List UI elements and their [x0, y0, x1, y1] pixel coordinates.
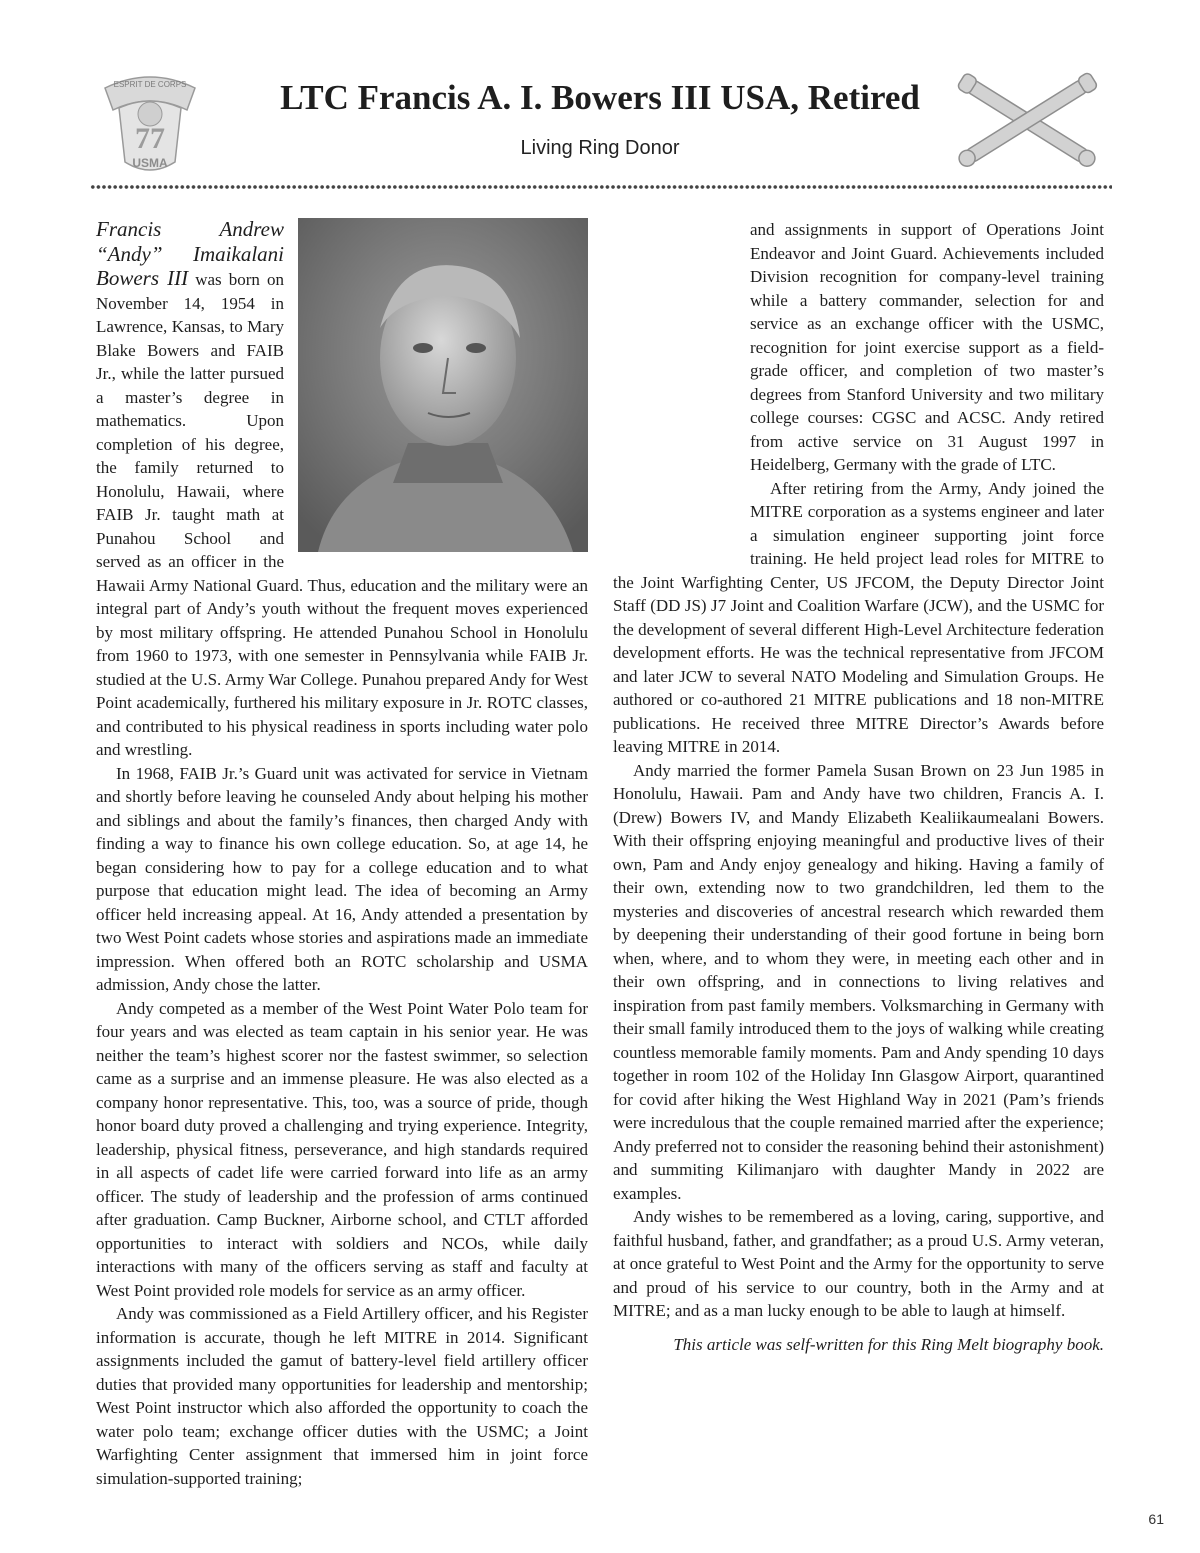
paragraph: After retiring from the Army, Andy joined the MITRE corporation as a systems engineer and later a simulation engineer supporting joint force training. He held project lead roles for MITRE to the Joint Warfighting Center, US JFCOM, the Deputy Director Joint Staff (DD JS) J7 Joint and Coalition Warfare (JCW), and the USMC for the development of several different High-Level Architecture federation development efforts. He was the technical representative from JFCOM and later JCW to several NATO Modeling and Simulation Groups. He authored or co-authored 21 MITRE publications and 18 non-MITRE publications. He received three MITRE Director’s Awards before leaving MITRE in 2014. [613, 478, 1104, 756]
class-crest-icon [95, 70, 205, 180]
crest-usma: USMA [132, 156, 168, 170]
paragraph: was born on November 14, 1954 in Lawrence, Kansas, to Mary Blake Bowers and FAIB Jr., while the latter pursued a master’s degree in mathematics. Upon completion of his degree, the family returned to Honolulu, Hawaii, where FAIB Jr. taught math at Punahou School and served as an officer in the Hawaii Army National Guard. Thus, education and the military were an integral part of Andy’s youth without the frequent moves experienced by most military offspring. He attended Punahou School in Honolulu from 1960 to 1973, with one semester in Pennsylvania while FAIB Jr. studied at the U.S. Army War College. Punahou prepared Andy for West Point academically, furthered his military exposure in Jr. ROTC classes, and contributed to his physical readiness in sports including water polo and wrestling. [96, 270, 588, 759]
page-title: LTC Francis A. I. Bowers III USA, Retired [280, 78, 920, 117]
lead-name: Francis Andrew “Andy” Imaikalani Bowers III [96, 217, 284, 290]
crest-motto: ESPRIT DE CORPS [113, 80, 187, 89]
article-right-column [613, 218, 1104, 1356]
photo-wrap-space [613, 218, 750, 562]
page-subtitle: Living Ring Donor [520, 137, 680, 159]
page-number: 61 [1148, 1511, 1164, 1527]
dotted-divider [90, 184, 1112, 190]
crest-year: 77 [135, 122, 165, 155]
crossed-cannons-icon [945, 72, 1110, 172]
paragraph: Andy competed as a member of the West Point Water Polo team for four years and was elected as team captain in his senior year. He was neither the team’s highest scorer nor the fastest swimmer, so selection came as a surprise and an immense pleasure. He was also elected as a company honor representative. This, too, was a source of pride, though honor board duty proved a challenging and trying experience. Integrity, leadership, physical fitness, perseverance, and high standards required in all aspects of cadet life were carried forward into life as an army officer. The study of leadership and the profession of arms continued after graduation. Camp Buckner, Airborne school, and CTLT afforded opportunities to interact with soldiers and NCOs, while daily interactions with many of the officers serving as staff and faculty at West Point provided role models for service as an army officer. [96, 998, 588, 1300]
paragraph: Andy wishes to be remembered as a loving, caring, supportive, and faithful husband, father, and grandfather; as a proud U.S. Army veteran, at once grateful to West Point and the Army for the opportunity to serve and proud of his service to our country, both in the Army and at MITRE; and as a man lucky enough to be able to laugh at himself. [613, 1207, 1104, 1320]
paragraph: Andy was commissioned as a Field Artillery officer, and his Register information is accurate, though he left MITRE in 2014. Significant assignments included the gamut of battery-level field artillery officer duties that provided many opportunities for leadership and mentorship; West Point instructor which also afforded the opportunity to coach the water polo team; exchange officer duties with the USMC; a Joint Warfighting Center assignment that immersed him in joint force simulation-supported training; [96, 1304, 588, 1488]
article-left-column [96, 218, 588, 1490]
portrait-photo [298, 218, 588, 552]
paragraph: and assignments in support of Operations Joint Endeavor and Joint Guard. Achievements included Division recognition for company-level training while a battery commander, selection for and service as an exchange officer with the USMC, recognition for joint exercise support as a field-grade officer, and completion of two master’s degrees from Stanford University and two military college courses: CGSC and ACSC. Andy retired from active service on 31 August 1997 in Heidelberg, Germany with the grade of LTC. [750, 220, 1104, 474]
author-credit: This article was self-written for this Ring Melt biography book. [673, 1334, 1104, 1354]
paragraph: Andy married the former Pamela Susan Brown on 23 Jun 1985 in Honolulu, Hawaii. Pam and Andy have two children, Francis A. I. (Drew) Bowers IV, and Mandy Elizabeth Kealiikaumealani Bowers. With their offspring enjoying meaningful and productive lives of their own, Pam and Andy enjoy genealogy and hiking. Having a family of their own, extending now to two grandchildren, led them to the mysteries and discoveries of ancestral research which rewarded them by deepening their understanding of their good fortune in being born when, where, and to whom they were, in meeting each other and in their own offspring, and in connections to living relatives and inspiration from past family members. Volksmarching in Germany with their small family introduced them to the joys of walking while creating countless memorable family moments. Pam and Andy spending 10 days together in room 102 of the Holiday Inn Glasgow Airport, quarantined for covid after hiking the West Highland Way in 2021 (Pam’s friends were incredulous that the couple remained married after the experience; Andy preferred not to consider the reasoning behind their astonishment) and summiting Kilimanjaro with daughter Mandy in 2022 are examples. [613, 760, 1104, 1203]
paragraph: In 1968, FAIB Jr.’s Guard unit was activated for service in Vietnam and shortly before leaving he counseled Andy about helping his mother and siblings and about the family’s finances, then charged Andy with finding a way to finance his own college education. So, at age 14, he began considering how to pay for a college education and to what purpose that education might lead. The idea of becoming an Army officer held increasing appeal. At 16, Andy attended a presentation by two West Point cadets whose stories and aspirations made an immediate impression. When offered both an ROTC scholarship and USMA admission, Andy chose the latter. [96, 763, 588, 994]
